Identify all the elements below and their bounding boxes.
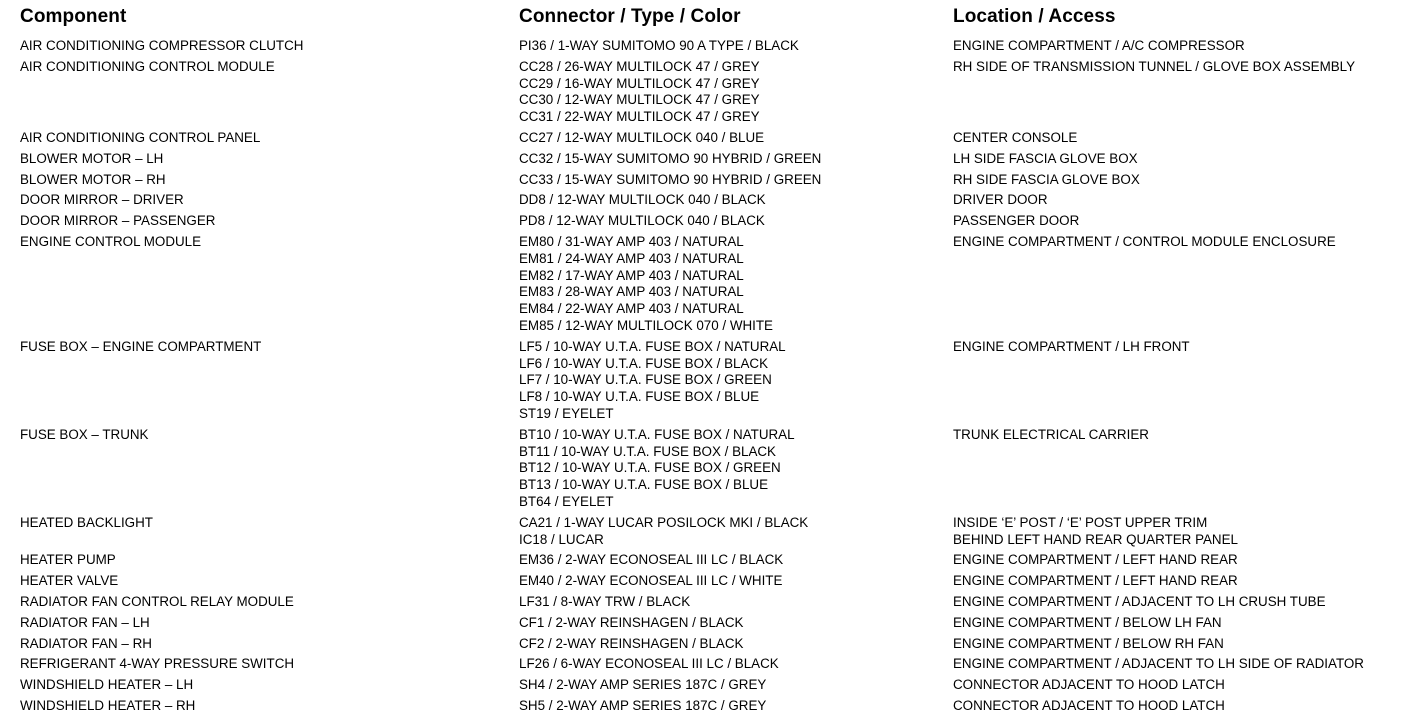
- location-cell: [953, 172, 1140, 189]
- connector-line: EM36 / 2-WAY ECONOSEAL III LC / BLACK: [519, 552, 784, 568]
- table-body: [0, 38, 1408, 719]
- component-cell: [20, 172, 166, 189]
- connector-cell: [519, 636, 743, 653]
- location-cell: [953, 192, 1048, 209]
- connector-line: LF26 / 6-WAY ECONOSEAL III LC / BLACK: [519, 656, 779, 672]
- table-row: [0, 656, 1408, 673]
- location-cell: [953, 573, 1238, 590]
- component-cell: [20, 515, 153, 532]
- location-cell: [953, 234, 1336, 251]
- connector-cell: [519, 213, 765, 230]
- connector-line: LF5 / 10-WAY U.T.A. FUSE BOX / NATURAL: [519, 338, 786, 354]
- table-row: [0, 130, 1408, 147]
- connector-line: CC29 / 16-WAY MULTILOCK 47 / GREY: [519, 75, 760, 91]
- location-line: ENGINE COMPARTMENT / ADJACENT TO LH SIDE OF RADIATOR: [953, 656, 1364, 672]
- location-cell: [953, 339, 1190, 356]
- connector-line: CF1 / 2-WAY REINSHAGEN / BLACK: [519, 614, 744, 630]
- component-cell: [20, 573, 118, 590]
- connector-cell: [519, 339, 786, 423]
- component-cell: [20, 656, 294, 673]
- connector-line: CC32 / 15-WAY SUMITOMO 90 HYBRID / GREEN: [519, 150, 822, 166]
- component-cell: [20, 130, 260, 147]
- location-line: TRUNK ELECTRICAL CARRIER: [953, 426, 1149, 442]
- location-line: DRIVER DOOR: [953, 192, 1048, 208]
- connector-line: CA21 / 1-WAY LUCAR POSILOCK MKI / BLACK: [519, 514, 809, 530]
- connector-cell: [519, 515, 808, 549]
- component-name: BLOWER MOTOR – RH: [20, 171, 166, 187]
- location-cell: [953, 615, 1222, 632]
- connector-line: BT12 / 10-WAY U.T.A. FUSE BOX / GREEN: [519, 460, 781, 476]
- component-name: ENGINE CONTROL MODULE: [20, 233, 202, 249]
- table-row: [0, 427, 1408, 511]
- location-line: ENGINE COMPARTMENT / LEFT HAND REAR: [953, 552, 1238, 568]
- connector-cell: [519, 130, 764, 147]
- connector-line: PD8 / 12-WAY MULTILOCK 040 / BLACK: [519, 213, 765, 229]
- location-line: CENTER CONSOLE: [953, 129, 1078, 145]
- component-name: AIR CONDITIONING CONTROL PANEL: [20, 129, 261, 145]
- component-name: HEATER VALVE: [20, 573, 119, 589]
- location-line: ENGINE COMPARTMENT / ADJACENT TO LH CRUSH TUBE: [953, 593, 1326, 609]
- table-row: [0, 339, 1408, 423]
- component-cell: [20, 594, 294, 611]
- component-cell: [20, 427, 148, 444]
- connector-line: DD8 / 12-WAY MULTILOCK 040 / BLACK: [519, 192, 766, 208]
- component-name: AIR CONDITIONING CONTROL MODULE: [20, 58, 275, 74]
- component-name: REFRIGERANT 4-WAY PRESSURE SWITCH: [20, 656, 295, 672]
- location-cell: [953, 656, 1364, 673]
- table-row: [0, 151, 1408, 168]
- connector-cell: [519, 192, 766, 209]
- component-name: FUSE BOX – TRUNK: [20, 426, 149, 442]
- location-cell: [953, 698, 1225, 715]
- connector-line: IC18 / LUCAR: [519, 531, 604, 547]
- table-row: [0, 615, 1408, 632]
- component-cell: [20, 552, 116, 569]
- connector-line: CC30 / 12-WAY MULTILOCK 47 / GREY: [519, 92, 760, 108]
- component-cell: [20, 213, 215, 230]
- connector-line: PI36 / 1-WAY SUMITOMO 90 A TYPE / BLACK: [519, 38, 799, 53]
- connector-cell: [519, 172, 821, 189]
- component-name: FUSE BOX – ENGINE COMPARTMENT: [20, 338, 262, 354]
- component-cell: [20, 339, 261, 356]
- location-line: RH SIDE FASCIA GLOVE BOX: [953, 171, 1140, 187]
- connector-line: EM81 / 24-WAY AMP 403 / NATURAL: [519, 250, 744, 266]
- component-name: RADIATOR FAN – LH: [20, 614, 150, 630]
- location-cell: [953, 130, 1077, 147]
- location-cell: [953, 427, 1149, 444]
- table-row: [0, 172, 1408, 189]
- location-cell: [953, 151, 1138, 168]
- component-name: DOOR MIRROR – PASSENGER: [20, 213, 216, 229]
- connector-cell: [519, 573, 782, 590]
- connector-line: BT10 / 10-WAY U.T.A. FUSE BOX / NATURAL: [519, 426, 795, 442]
- component-name: RADIATOR FAN – RH: [20, 635, 152, 651]
- connector-cell: [519, 151, 821, 168]
- connector-line: SH4 / 2-WAY AMP SERIES 187C / GREY: [519, 677, 767, 693]
- location-cell: [953, 552, 1238, 569]
- location-line: ENGINE COMPARTMENT / LEFT HAND REAR: [953, 573, 1238, 589]
- component-name: BLOWER MOTOR – LH: [20, 150, 164, 166]
- table-row: [0, 698, 1408, 715]
- connector-cell: [519, 234, 773, 335]
- component-cell: [20, 677, 193, 694]
- connector-cell: [519, 677, 766, 694]
- connector-line: SH5 / 2-WAY AMP SERIES 187C / GREY: [519, 697, 767, 713]
- connector-cell: [519, 656, 779, 673]
- table-row: [0, 213, 1408, 230]
- location-cell: [953, 213, 1079, 230]
- connector-cell: [519, 38, 799, 55]
- connector-line: CC33 / 15-WAY SUMITOMO 90 HYBRID / GREEN: [519, 171, 822, 187]
- connector-line: BT64 / EYELET: [519, 493, 614, 509]
- component-cell: [20, 234, 201, 251]
- location-line: ENGINE COMPARTMENT / BELOW LH FAN: [953, 614, 1222, 630]
- connector-line: EM40 / 2-WAY ECONOSEAL III LC / WHITE: [519, 573, 783, 589]
- connector-line: CF2 / 2-WAY REINSHAGEN / BLACK: [519, 635, 744, 651]
- header-location: Location / Access: [953, 6, 1116, 27]
- header-component: Component: [20, 6, 127, 27]
- component-name: DOOR MIRROR – DRIVER: [20, 192, 184, 208]
- location-line: ENGINE COMPARTMENT / LH FRONT: [953, 338, 1190, 354]
- location-line: BEHIND LEFT HAND REAR QUARTER PANEL: [953, 531, 1238, 547]
- location-line: ENGINE COMPARTMENT / CONTROL MODULE ENCLOSURE: [953, 233, 1336, 249]
- component-name: WINDSHIELD HEATER – RH: [20, 697, 196, 713]
- table-row: [0, 552, 1408, 569]
- table-row: [0, 192, 1408, 209]
- connector-line: EM84 / 22-WAY AMP 403 / NATURAL: [519, 301, 744, 317]
- connector-line: LF8 / 10-WAY U.T.A. FUSE BOX / BLUE: [519, 389, 760, 405]
- connector-line: LF31 / 8-WAY TRW / BLACK: [519, 593, 691, 609]
- component-cell: [20, 636, 152, 653]
- table-row: [0, 573, 1408, 590]
- location-cell: [953, 677, 1225, 694]
- header-connector: Connector / Type / Color: [519, 6, 741, 27]
- table-row: [0, 234, 1408, 335]
- connector-line: LF7 / 10-WAY U.T.A. FUSE BOX / GREEN: [519, 372, 772, 388]
- connector-cell: [519, 615, 743, 632]
- connector-cell: [519, 594, 690, 611]
- connector-cell: [519, 552, 783, 569]
- connector-line: LF6 / 10-WAY U.T.A. FUSE BOX / BLACK: [519, 355, 769, 371]
- component-cell: [20, 698, 195, 715]
- connector-line: BT13 / 10-WAY U.T.A. FUSE BOX / BLUE: [519, 477, 769, 493]
- connector-line: EM85 / 12-WAY MULTILOCK 070 / WHITE: [519, 317, 773, 333]
- location-line: PASSENGER DOOR: [953, 213, 1080, 229]
- location-line: RH SIDE OF TRANSMISSION TUNNEL / GLOVE BOX ASSEMBLY: [953, 58, 1356, 74]
- location-cell: [953, 636, 1224, 653]
- table-row: [0, 515, 1408, 549]
- location-line: ENGINE COMPARTMENT / BELOW RH FAN: [953, 635, 1224, 651]
- location-line: INSIDE ‘E’ POST / ‘E’ POST UPPER TRIM: [953, 514, 1208, 530]
- component-name: WINDSHIELD HEATER – LH: [20, 677, 194, 693]
- component-cell: [20, 59, 275, 76]
- table-row: [0, 636, 1408, 653]
- location-line: CONNECTOR ADJACENT TO HOOD LATCH: [953, 697, 1225, 713]
- connector-line: EM82 / 17-WAY AMP 403 / NATURAL: [519, 267, 744, 283]
- location-cell: [953, 59, 1355, 76]
- component-name: AIR CONDITIONING COMPRESSOR CLUTCH: [20, 38, 304, 53]
- location-line: LH SIDE FASCIA GLOVE BOX: [953, 150, 1138, 166]
- connector-line: ST19 / EYELET: [519, 405, 614, 421]
- connector-line: BT11 / 10-WAY U.T.A. FUSE BOX / BLACK: [519, 443, 776, 459]
- connector-line: CC28 / 26-WAY MULTILOCK 47 / GREY: [519, 58, 760, 74]
- location-cell: [953, 594, 1326, 611]
- component-name: HEATED BACKLIGHT: [20, 514, 153, 530]
- connector-line: CC27 / 12-WAY MULTILOCK 040 / BLUE: [519, 129, 765, 145]
- location-line: ENGINE COMPARTMENT / A/C COMPRESSOR: [953, 38, 1245, 53]
- connector-cell: [519, 427, 795, 511]
- connector-line: EM83 / 28-WAY AMP 403 / NATURAL: [519, 284, 744, 300]
- connector-line: CC31 / 22-WAY MULTILOCK 47 / GREY: [519, 109, 760, 125]
- table-row: [0, 38, 1408, 55]
- location-cell: [953, 38, 1245, 55]
- component-name: HEATER PUMP: [20, 552, 116, 568]
- component-name: RADIATOR FAN CONTROL RELAY MODULE: [20, 593, 294, 609]
- component-cell: [20, 192, 184, 209]
- location-line: CONNECTOR ADJACENT TO HOOD LATCH: [953, 677, 1225, 693]
- component-cell: [20, 38, 303, 55]
- connector-line: EM80 / 31-WAY AMP 403 / NATURAL: [519, 233, 744, 249]
- table-row: [0, 677, 1408, 694]
- location-cell: [953, 515, 1238, 549]
- connector-cell: [519, 698, 766, 715]
- component-cell: [20, 615, 150, 632]
- connector-cell: [519, 59, 760, 126]
- table-row: [0, 594, 1408, 611]
- component-cell: [20, 151, 163, 168]
- table-row: [0, 59, 1408, 126]
